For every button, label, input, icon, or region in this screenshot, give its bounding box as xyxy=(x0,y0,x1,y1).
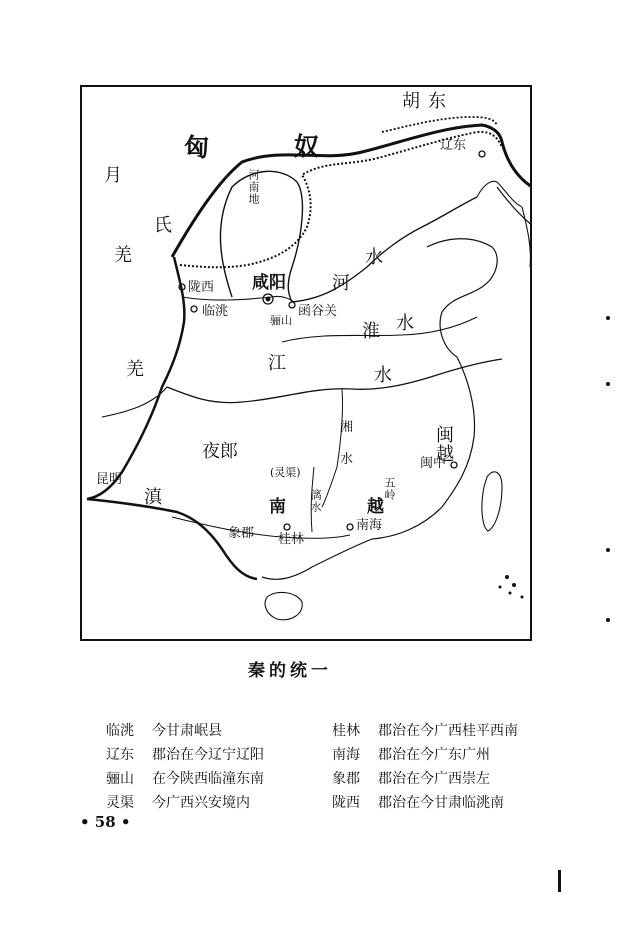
legend-right xyxy=(332,720,518,816)
label-nanhai: 南海 xyxy=(356,518,383,533)
guilin-marker xyxy=(284,524,290,530)
label-lishan: 骊山 xyxy=(270,314,292,327)
label-xianyang: 咸阳 xyxy=(252,273,286,293)
label-yue-south: 越 xyxy=(367,497,384,517)
margin-dot xyxy=(606,382,610,386)
label-yue-zhi: 月 xyxy=(104,165,122,186)
legend-row xyxy=(106,744,264,768)
legend-desc: 郡治在今广东广州 xyxy=(378,747,490,763)
label-river-jiang: 江 xyxy=(268,353,286,374)
margin-dot xyxy=(606,548,610,552)
coastline-shandong xyxy=(427,239,497,357)
lintao-marker xyxy=(191,306,197,312)
korea-coast xyxy=(522,207,530,267)
legend-desc: 郡治在今广西桂平西南 xyxy=(378,723,518,739)
label-xiangjun: 象郡 xyxy=(228,526,255,541)
legend-row xyxy=(332,744,518,768)
map-drawing xyxy=(82,87,532,641)
label-yelang: 夜郎 xyxy=(202,441,238,462)
label-liaodong: 辽东 xyxy=(440,138,467,153)
liaodong-coast xyxy=(477,181,522,207)
label-guilin: 桂林 xyxy=(278,532,305,547)
label-hudong: 胡东 xyxy=(402,91,454,112)
margin-dot xyxy=(606,316,610,320)
label-henan-di: 河南地 xyxy=(247,169,260,205)
label-river-he-shui: 水 xyxy=(365,247,383,268)
legend-desc: 郡治在今广西崇左 xyxy=(378,771,490,787)
nanhai-marker xyxy=(347,524,353,530)
legend-desc: 今甘肃岷县 xyxy=(152,723,222,739)
taiwan-island xyxy=(482,472,502,531)
legend-term: 辽东 xyxy=(106,747,134,763)
legend-row xyxy=(332,792,518,816)
label-river-xiang: 湘 xyxy=(340,420,354,435)
legend-desc: 郡治在今辽宁辽阳 xyxy=(152,747,264,763)
label-lintao: 临洮 xyxy=(202,304,229,319)
legend-desc: 在今陕西临潼东南 xyxy=(152,771,264,787)
qin-unification-map xyxy=(80,85,532,641)
label-minzhong: 闽中 xyxy=(420,456,447,471)
margin-dot xyxy=(606,618,610,622)
legend-row xyxy=(106,720,264,744)
legend-term: 桂林 xyxy=(332,723,360,739)
yellow-river xyxy=(292,197,477,302)
label-qiang-lower: 羌 xyxy=(126,359,144,380)
legend-term: 象郡 xyxy=(332,771,360,787)
label-kunming: 昆明 xyxy=(96,472,123,487)
label-xiongnu-1: 匈 xyxy=(184,133,210,162)
label-nan: 南 xyxy=(269,497,286,517)
hainan-island xyxy=(265,592,302,619)
label-dian: 滇 xyxy=(144,487,162,508)
hanguguan-marker xyxy=(289,302,295,308)
margin-bar xyxy=(558,870,561,892)
label-xiongnu-2: 奴 xyxy=(294,132,320,161)
legend-row xyxy=(332,768,518,792)
yangtze-river xyxy=(167,359,502,403)
label-river-huai-shui: 水 xyxy=(396,313,414,334)
label-river-he: 河 xyxy=(332,273,350,294)
label-river-huai: 淮 xyxy=(362,321,380,342)
label-hanguguan: 函谷关 xyxy=(298,304,338,319)
legend-row xyxy=(106,768,264,792)
label-minyue: 闽越 xyxy=(433,425,454,463)
legend-desc: 郡治在今甘肃临洮南 xyxy=(378,795,504,811)
coastline-east xyxy=(497,187,532,227)
label-qiang-upper: 羌 xyxy=(114,245,132,266)
label-wuling: 五岭 xyxy=(383,477,396,501)
page-number: • 58 • xyxy=(80,813,131,831)
label-li-river: 漓水 xyxy=(309,489,322,513)
label-river-jiang-shui: 水 xyxy=(374,365,392,386)
wei-river xyxy=(182,296,294,302)
legend-desc: 今广西兴安境内 xyxy=(152,795,250,811)
legend-term: 临洮 xyxy=(106,723,134,739)
qin-border-north xyxy=(172,125,532,257)
label-shi: 氏 xyxy=(154,215,172,236)
legend-term: 骊山 xyxy=(106,771,134,787)
label-longxi: 陇西 xyxy=(188,280,215,295)
map-caption: 秦的统一 xyxy=(248,661,332,681)
xiang-river xyxy=(322,389,343,507)
label-lingqu: (灵渠) xyxy=(270,466,301,479)
legend-row xyxy=(332,720,518,744)
legend-left xyxy=(106,720,264,816)
legend-term: 陇西 xyxy=(332,795,360,811)
liaodong-marker xyxy=(479,151,485,157)
legend-term: 灵渠 xyxy=(106,795,134,811)
legend-term: 南海 xyxy=(332,747,360,763)
label-river-xiang-shui: 水 xyxy=(340,452,354,467)
